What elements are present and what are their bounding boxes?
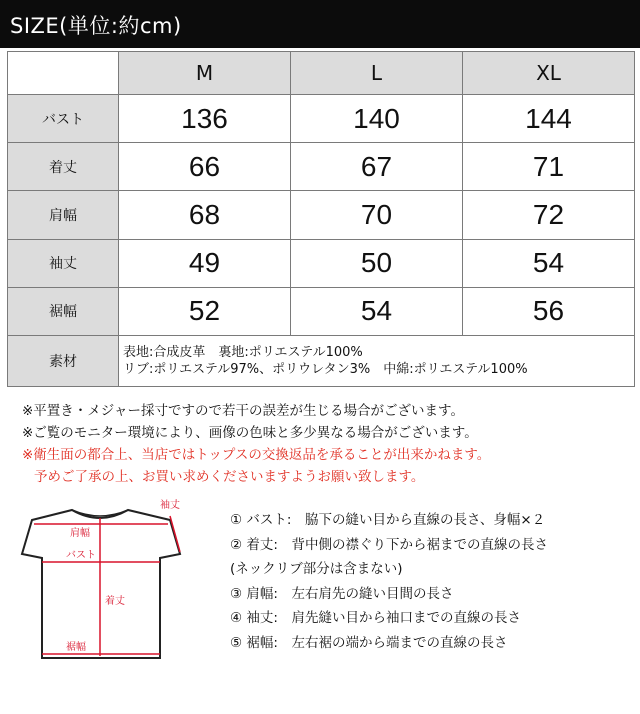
note-warning: 予めご了承の上、お買い求めくださいますようお願い致します。 bbox=[34, 469, 425, 485]
table-cell: 54 bbox=[463, 239, 635, 287]
column-header-m: M bbox=[119, 52, 291, 95]
table-row bbox=[8, 191, 635, 239]
note-line: ※ご覧のモニター環境により、画像の色味と多少異なる場合がございます。 bbox=[22, 425, 478, 441]
table-cell: 56 bbox=[463, 287, 635, 335]
row-label: 肩幅 bbox=[8, 191, 119, 239]
material-row bbox=[8, 335, 635, 386]
table-row bbox=[8, 239, 635, 287]
table-cell: 52 bbox=[119, 287, 291, 335]
table-cell: 72 bbox=[463, 191, 635, 239]
row-label: 素材 bbox=[8, 335, 119, 386]
page-title: SIZE(単位:約cm) bbox=[10, 14, 182, 38]
table-cell: 144 bbox=[463, 95, 635, 143]
material-cell bbox=[119, 335, 635, 386]
legend-item: ① バスト: 脇下の縫い目から直線の長さ、身幅×２ bbox=[230, 512, 546, 528]
sleeve-line bbox=[170, 516, 180, 552]
legend-item: ⑤ 裾幅: 左右裾の端から端までの直線の長さ bbox=[230, 634, 508, 651]
tshirt-outline bbox=[22, 510, 180, 658]
table-row bbox=[8, 287, 635, 335]
material-line: リブ:ポリエステル97%、ポリウレタン3% 中綿:ポリエステル100% bbox=[123, 361, 528, 377]
table-cell: 71 bbox=[463, 143, 635, 191]
title-bar bbox=[0, 0, 640, 48]
column-header-xl: XL bbox=[463, 52, 635, 95]
table-cell: 68 bbox=[119, 191, 291, 239]
bust-label: バスト bbox=[66, 550, 96, 561]
corner-cell bbox=[8, 52, 119, 95]
legend-item: (ネックリブ部分は含まない) bbox=[230, 561, 403, 577]
table-cell: 49 bbox=[119, 239, 291, 287]
table-cell: 54 bbox=[291, 287, 463, 335]
size-table bbox=[7, 51, 635, 387]
garment-diagram bbox=[20, 496, 195, 672]
notes bbox=[22, 400, 490, 488]
column-header-l: L bbox=[291, 52, 463, 95]
row-label: バスト bbox=[8, 95, 119, 143]
row-label: 袖丈 bbox=[8, 239, 119, 287]
legend-item: ② 着丈: 背中側の襟ぐり下から裾までの直線の長さ bbox=[230, 536, 548, 553]
table-cell: 67 bbox=[291, 143, 463, 191]
row-label: 着丈 bbox=[8, 143, 119, 191]
material-line: 表地:合成皮革 裏地:ポリエステル100% bbox=[123, 344, 363, 360]
sleeve-label: 袖丈 bbox=[160, 500, 180, 511]
legend-item: ④ 袖丈: 肩先縫い目から袖口までの直線の長さ bbox=[230, 610, 521, 626]
note-line: ※平置き・メジャー採寸ですので若干の誤差が生じる場合がございます。 bbox=[22, 403, 464, 419]
legend-item: ③ 肩幅: 左右肩先の縫い目間の長さ bbox=[230, 585, 454, 602]
table-cell: 70 bbox=[291, 191, 463, 239]
table-cell: 50 bbox=[291, 239, 463, 287]
table-row bbox=[8, 143, 635, 191]
table-cell: 136 bbox=[119, 95, 291, 143]
hem-label: 裾幅 bbox=[66, 642, 86, 653]
length-label: 着丈 bbox=[105, 596, 125, 607]
row-label: 裾幅 bbox=[8, 287, 119, 335]
shoulder-label: 肩幅 bbox=[70, 528, 90, 539]
header-row bbox=[8, 52, 635, 95]
table-cell: 140 bbox=[291, 95, 463, 143]
table-cell: 66 bbox=[119, 143, 291, 191]
note-warning: ※衛生面の都合上、当店ではトップスの交換返品を承ることが出来かねます。 bbox=[22, 447, 491, 463]
measurement-legend bbox=[230, 508, 548, 655]
table-row bbox=[8, 95, 635, 143]
